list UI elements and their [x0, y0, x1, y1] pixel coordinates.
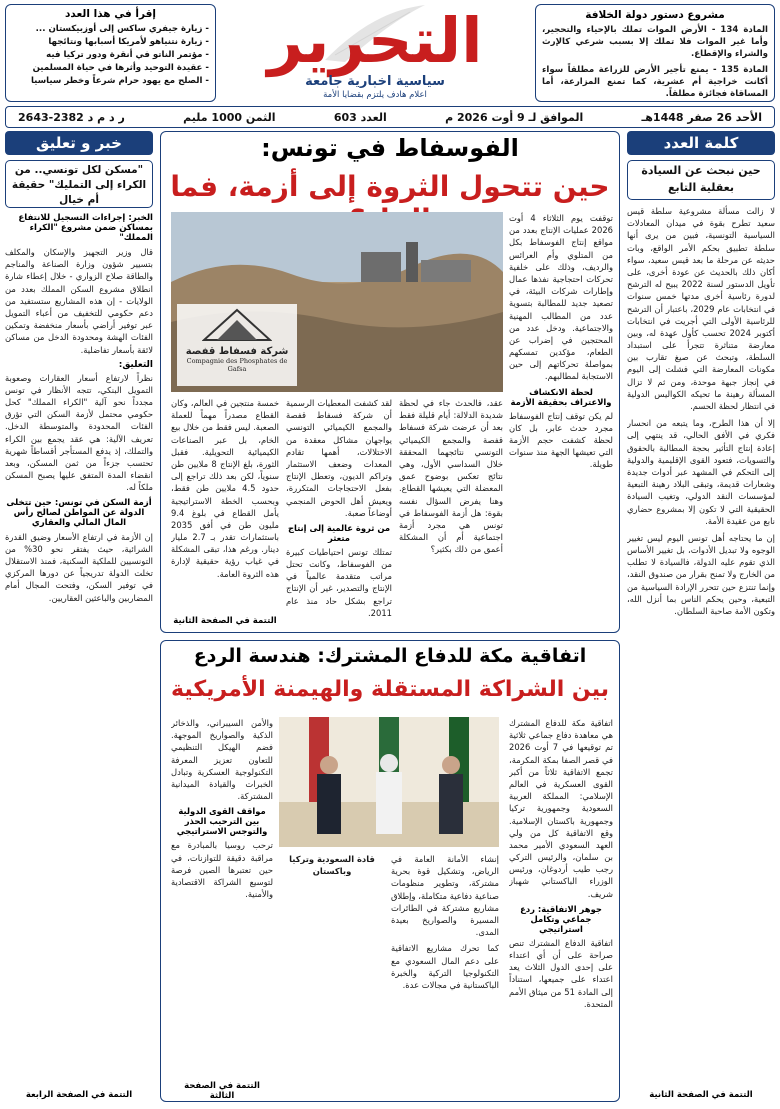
lead-col-1b-text: لم يكن توقف إنتاج الفوسفاط مجرد حدث عابر، بل كان لحظة كشفت حجم الأزمة التي تعيشها الجهة منذ سنوات طويلة.: [509, 410, 613, 470]
second-continue[interactable]: التتمة في الصفحة الثالثة: [184, 1081, 260, 1101]
editorial-title[interactable]: حين نبحث عن السيادة بعقلية التابع: [627, 160, 775, 200]
lead-col-1: [509, 212, 613, 627]
lead-kicker: الفوسفاط في تونس:: [261, 134, 519, 162]
news-body-2: إن الأزمة في ارتفاع الأسعار وضيق القدرة الشرائية، حيث يفتقر نحو 30% من التونسيين للملكية السكنية، فمنذ الاستقلال تخلت الدولة تدريجياً عن دورها المركزي في توفير السكن، وفتحت المجال أمام المضاربين والباعثين العقاريين.: [5, 531, 153, 603]
in-issue-title: إقرأ في هذا العدد: [65, 8, 156, 20]
constitution-box: [535, 4, 775, 102]
photo-caption-fr: Compagnie des Phosphates de Gafsa: [186, 357, 288, 373]
second-col-2: [171, 717, 273, 1097]
editorial-label: كلمة العدد: [627, 131, 775, 155]
editorial-body-3: إن ما يحتاجه أهل تونس اليوم ليس تغيير الوجوه ولا تبديل الأدوات، بل تغيير الأساس الذي تقوم عليه الدولة، فالسيادة لا تطلب من الخارج ولا تمنح بقرار من صندوق النقد، وإنما تنتزع حين تتحرر الإرادة السياسية من التبعية، وحين يحكم الناس بما أنزل الله، وتكون الأمة صاحبة السلطان.: [627, 532, 775, 616]
second-col-1: [509, 717, 613, 1097]
issue-info-bar: [5, 106, 775, 128]
news-continue[interactable]: التتمة في الصفحة الرابعة: [25, 1090, 133, 1100]
second-col-3-text: إنشاء الأمانة العامة في الرياض، وتشكيل قوة بحرية مشتركة، وتطوير منظومات صناعية دفاعية متكاملة، وإطلاق مشاريع مشتركة في الطائرات المسيرة والصواريخ بعيدة المدى.: [391, 854, 499, 938]
news-title[interactable]: "مسكن لكل تونسي.. من الكراء إلى التمليك" حقيقة أم خيال: [5, 160, 153, 208]
second-photo-caption: قادة السعودية وتركيا وباكستان: [289, 854, 375, 877]
second-col-2-text: والأمن السيبراني، والذخائر الذكية والصواريخ الموجهة. فضم الهيكل التنظيمي للتعاون تعزيز المعرفة التكنولوجية العسكرية وتبادل الخبرات والقيادة الميدانية المشتركة.: [171, 718, 273, 802]
date-hijri: الأحد 26 صفر 1448هـ: [641, 110, 762, 124]
news-label: خبر و تعليق: [5, 131, 153, 155]
editorial-continue[interactable]: التتمة في الصفحة الثانية: [649, 1090, 753, 1100]
lead-subhead-3: من ثروة عالمية إلى إنتاج متعثر: [287, 522, 391, 543]
news-body-wrap: [5, 213, 153, 1085]
second-subhead-1: جوهر الاتفاقية: ردع جماعي وتكامل استراتيجي: [520, 903, 602, 934]
lead-title[interactable]: حين تتحول الثروة إلى أزمة، فما: [170, 170, 610, 203]
lead-col-2: [399, 397, 503, 627]
lead-col-4-text: خمسة منتجين في العالم، وكان القطاع مصدراً مهماً للعملة الصعبة. ليس فقط من خلال بيع الخام، بل عبر الصناعات الكيميائية التحويلية. فقبل الثورة، بلغ الإنتاج 8 ملايين طن سنوياً، لكن بعد ذلك تراجع إلى حدود 4.5 ملايين طن فقط، وبحسب الخطة الاستراتيجية يأمل القطاع في بلوغ 9.4 مليون طن في أفق 2035 باستثمارات تقدر بـ 2.7 مليار دينار. ورغم هذا، تبقى المشكلة في غياب رؤية حقيقية لإدارة هذه الثروة العامة.: [171, 398, 279, 579]
tagline-secondary: اعلام هادف يلتزم بقضايا الأمة: [323, 90, 427, 100]
comment-label: التعليق:: [118, 359, 153, 370]
news-subhead: أزمة السكن في تونس: حين تتخلى الدولة عن المواطن لصالح رأس المال المالي والعقاري: [6, 497, 152, 528]
constitution-title: مشروع دستور دولة الخلافة: [585, 9, 725, 21]
in-issue-item[interactable]: - عقيدة التوحيد وأثرها في حياة المسلمين: [32, 62, 209, 73]
lead-subhead-1: لحظة الانكشاف والاعتراف بحقيقة الأزمة: [510, 386, 612, 407]
lead-col-1-text: توقفت يوم الثلاثاء 4 أوت 2026 عمليات الإنتاج بعدد من مواقع إنتاج الفوسفاط بكل من المتلوي وأم العرائس والرديف، وذلك على خلفية تحركات احتجاجية نفذها عمال وإطارات شركات البيئة، في تصعيد جديد للمطالبة بتسوية عدد من المطالب المهنية والاجتماعية. ودخل عدد من المحتجين في إضراب عن الطعام، مؤكدين تمسكهم بمواصلة تحركاتهم إلى حين الاستجابة لمطالبهم.: [509, 213, 613, 382]
in-issue-item[interactable]: - زيارة نتنياهو لأمريكا أسبابها ونتائجها: [48, 36, 209, 47]
in-issue-item[interactable]: - مؤتمر الناتو في أنقرة ودور تركيا فيه: [46, 49, 209, 60]
second-article: [160, 640, 620, 1102]
in-issue-item[interactable]: - الصلح مع يهود حرام شرعاً وخطر سياسيا: [30, 75, 209, 86]
second-col-3: [391, 853, 499, 1083]
issue-number: العدد 603: [333, 110, 387, 124]
price: الثمن 1000 مليم: [183, 110, 276, 124]
constitution-item-1: المادة 134 - الأرض الموات تملك بالإحياء والتحجير، وأما غير الموات فلا تملك إلا بسبب شرعي كالإرث والشراء والإقطاع.: [542, 25, 768, 60]
lead-col-2-text: عقد، فالحدث جاء في لحظة شديدة الدلالة: أيام قليلة فقط بعد أن عرضت شركة فسفاط قفصة والمجمع الكيميائي التونسي نتائجهما المحققة خلال السداسي الأول، وهي نتائج تعكس بوضوح عمق المعضلة التي يعيشها القطاع. وهنا يفرض السؤال نفسه بقوة: هل أزمة الفوسفاط في تونس هي مجرد أزمة اجتماعية أم أن المشكلة أعمق من ذلك بكثير؟: [399, 398, 503, 555]
second-col-1b-text: اتفاقية الدفاع المشترك تنص صراحة على أن أي اعتداء على إحدى الدول الثلاث يعد اعتداء على جميعها، استناداً إلى المادة 51 من ميثاق الأمم المتحدة.: [509, 937, 613, 1009]
newspaper-logo: التحرير: [267, 4, 483, 77]
phosphate-photo: [171, 212, 503, 392]
editorial-body-wrap: [627, 205, 775, 1085]
phosphate-logo: [177, 304, 297, 386]
second-col-2b-text: ترحب روسيا بالمبادرة مع مراقبة دقيقة للتوازنات، في حين تعتبرها الصين فرصة لتوسيع الشراكة الاقتصادية والأمنية.: [171, 840, 273, 900]
news-lead: الخبر: إجراءات التسجيل للانتفاع بمساكن ضمن مشروع "الكراء المملك": [18, 213, 153, 243]
triangle-logo-icon: [202, 308, 272, 342]
lead-col-3b-text: تمتلك تونس احتياطيات كبيرة من الفوسفاط، وكانت تحتل مراتب متقدمة عالمياً في الإنتاج والتصدير، غير أن الإنتاج تراجع بشكل حاد منذ عام 2011.: [286, 546, 392, 618]
editorial-body-2: إلا أن هذا الطرح، وما يتبعه من انحسار فكري في الأفق الحالي، قد ينتهي إلى إعادة إنتاج التأثير بحجة المطالبة بالحقوق والتسويات، فتعود القوى الإقليمية والدولية إلى التحكم في المشهد عبر أدوات جديدة وشعارات قديمة، وتبقى البلاد رهينة التبعية لمؤسسات النقد الدولي، وتغيب السيادة الحقيقية التي لا تكون إلا بمشروع حضاري نابع من عقيدة الأمة.: [627, 418, 775, 526]
lead-col-3-text: لقد كشفت المعطيات الرسمية أن شركة فسفاط قفصة والمجمع الكيميائي التونسي يواجهان مشاكل معقدة من الاختلالات، أهمها تقادم المعدات وضعف الاستثمار وتراكم الديون، وتعطل الإنتاج بفعل الاحتجاجات المتكررة، ويعيش أهل الحوض المنجمي أوضاعاً صعبة.: [286, 398, 392, 518]
lead-col-3: [286, 397, 392, 627]
editorial-body: لا زالت مسألة مشروعية سلطة قيس سعيد تطرح بقوة في ميدان المعادلات السياسية التونسية، فبين من يرى أنها سلطة تطبيق بحكم الأمر الواقع، وبات حديثه عن مرحلة ما بعد قيس سعيد، سواء أكان ذلك بالحديث عن عودة أخرى، على تأويل الدستور لسنة 2022 يبيح له الترشح لدورة رئاسية أخرى مدتها خمس سنوات في انتخابات عام 2029، باعتبار أن الترشح للرئاسية الأولى التي أجريت في انتخابات أكتوبر 2024 تحسب كأول عهدة له، وبين معارضة متناثرة تتجرأ على استبداد السلطة، وتبحث عن صيغ تقارب بين مكونات المعارضة التي فشلت إلى اليوم في إنجاز جبهة موحدة، ومن ثم لا تزال المسألة رهينة ما تحيكه الكواليس الدولية في انتظار لحظة الحسم.: [627, 206, 775, 411]
date-gregorian: الموافق لـ 9 أوت 2026 م: [445, 110, 584, 124]
in-this-issue-box: [5, 4, 216, 102]
lead-article: [160, 131, 620, 633]
photo-caption-ar: شركة فسفاط قفصة: [185, 346, 289, 357]
second-kicker: اتفاقية مكة للدفاع المشترك: هندسة الردع: [193, 645, 587, 667]
second-col-3b-text: كما تحرك مشاريع الاتفاقية على دعم المال السعودي مع التكنولوجيا التركية والخبرة الباكستانية في مجالات عدة.: [391, 943, 499, 990]
tagline: سياسية اخبارية جامعة: [305, 74, 445, 89]
second-subhead-2: مواقف القوى الدولية بين الترحيب الحذر والتوجس الاستراتيجي: [176, 806, 268, 837]
second-col-1-text: اتفاقية مكة للدفاع المشترك هي معاهدة دفاع جماعي ثلاثية تم توقيعها في 7 أوت 2026 في قصر الصفا بمكة المكرمة، تجمع الاتفاقية ثلاثاً من أكبر القوى العسكرية في العالم الإسلامي: المملكة العربية السعودية وجمهورية تركيا وجمهورية باكستان الإسلامية. وقع الاتفاقية كل من ولي العهد السعودي الأمير محمد بن سلمان، والرئيس التركي رجب طيب أردوغان، ورئيس الوزراء الباكستاني شهباز شريف.: [509, 718, 613, 899]
comment-body: نظراً لارتفاع أسعار العقارات وصعوبة التمويل البنكي، تتجه الأنظار في تونس مجدداً نحو آلية "الكراء المملك" كحل حكومي محتمل لأزمة السكن التي تؤرق الفئات المحدودة والمتوسطة الدخل. تعريف الآلية: هي عقد يجمع بين الكراء والتملك، إذ يدفع المستأجر أقساطاً شهرية تحتسب جزءاً من ثمن المسكن، وبعد انقضاء المدة المتفق عليها يصبح المسكن ملكاً له.: [5, 372, 153, 493]
three-leaders-icon: [279, 717, 499, 847]
second-col-4: [279, 853, 385, 1083]
news-body: قال وزير التجهيز والإسكان والمكلف بتسيير شؤون وزارة الصناعة والمناجم والطاقة صلاح الزواري - خلال إعطاء شارة انطلاق مشروع السكن المملك بعدد من الولايات - إن هذه المشاريع ستستفيد من دعم حكومي للتخفيف من أعباء التمويل عبر توفير أراضي بأسعار منخفضة وتمكين الفئات الهشة ومحدودة الدخل من مساكن لائقة بأسعار تفاضلية.: [5, 247, 153, 355]
issn: ر د م د 2382-2643: [18, 110, 125, 124]
constitution-item-2: المادة 135 - يمنع تأجير الأرض للزراعة مطلقاً سواء أكانت خراجية أم عشرية، كما تمنع المزارعة، أما المساقاة فجائزة مطلقاً.: [542, 65, 769, 100]
second-title[interactable]: بين الشراكة المستقلة والهيمنة الأمريكية: [171, 677, 609, 702]
masthead-logo-area: [220, 0, 530, 104]
lead-col-4: [171, 397, 279, 615]
lead-continue[interactable]: التتمة في الصفحة الثانية: [173, 616, 277, 626]
leaders-photo: [279, 717, 499, 847]
in-issue-item[interactable]: - زيارة جيفري ساكس إلى أوزبيكستان ...: [35, 24, 209, 34]
